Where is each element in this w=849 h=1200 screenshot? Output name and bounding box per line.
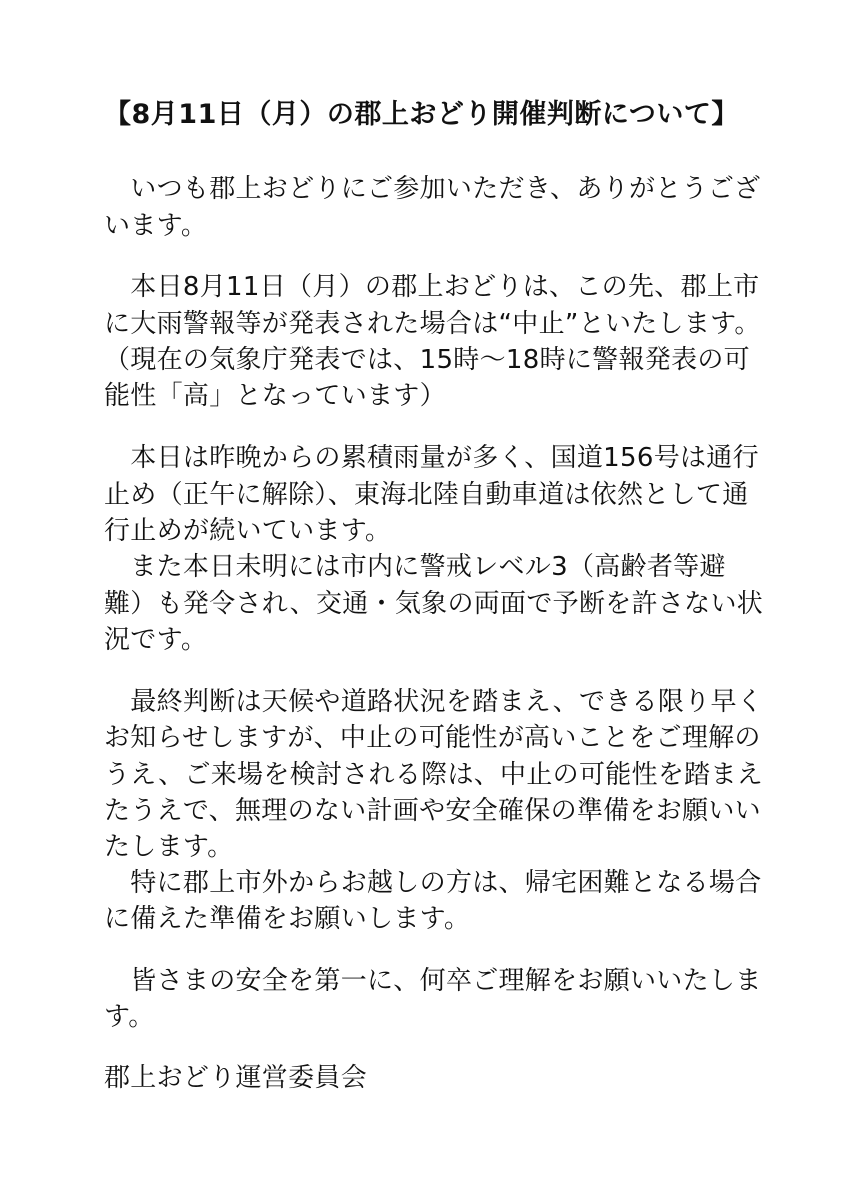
body-line: うえ、ご来場を検討される際は、中止の可能性を踏まえ	[104, 760, 764, 790]
body-line: 本日8月11日（月）の郡上おどりは、この先、郡上市	[104, 272, 760, 302]
document-title: 【8月11日（月）の郡上おどり開催判断について】	[104, 99, 739, 130]
body-line: また本日未明には市内に警戒レベル3（高齢者等避	[104, 552, 726, 582]
body-line: います。	[104, 211, 208, 241]
body-line: （現在の気象庁発表では、15時〜18時に警報発表の可	[104, 345, 750, 375]
body-line: 特に郡上市外からお越しの方は、帰宅困難となる場合	[104, 868, 762, 898]
body-line: 難）も発令され、交通・気象の両面で予断を許さない状	[104, 589, 764, 619]
body-line: 最終判断は天候や道路状況を踏まえ、できる限り早く	[104, 687, 764, 717]
body-line: たします。	[104, 832, 234, 862]
body-line: たうえで、無理のない計画や安全確保の準備をお願いい	[104, 796, 761, 826]
body-line: 本日は昨晩からの累積雨量が多く、国道156号は通行	[104, 443, 759, 473]
body-line: に備えた準備をお願いします。	[104, 904, 471, 934]
body-line: 能性「高」となっています）	[104, 381, 446, 411]
body-line: 況です。	[104, 625, 208, 655]
body-line: お知らせしますが、中止の可能性が高いことをご理解の	[104, 723, 761, 753]
body-line: す。	[104, 1002, 155, 1032]
body-line: に大雨警報等が発表された場合は“中止”といたします。	[104, 309, 761, 339]
signature: 郡上おどり運営委員会	[104, 1063, 368, 1093]
body-line: 行止めが続いています。	[104, 516, 392, 546]
body-line: 皆さまの安全を第一に、何卒ご理解をお願いいたしま	[104, 966, 762, 996]
body-line: 止め（正午に解除）、東海北陸自動車道は依然として通	[104, 480, 749, 510]
body-line: いつも郡上おどりにご参加いただき、ありがとうござ	[104, 174, 761, 204]
